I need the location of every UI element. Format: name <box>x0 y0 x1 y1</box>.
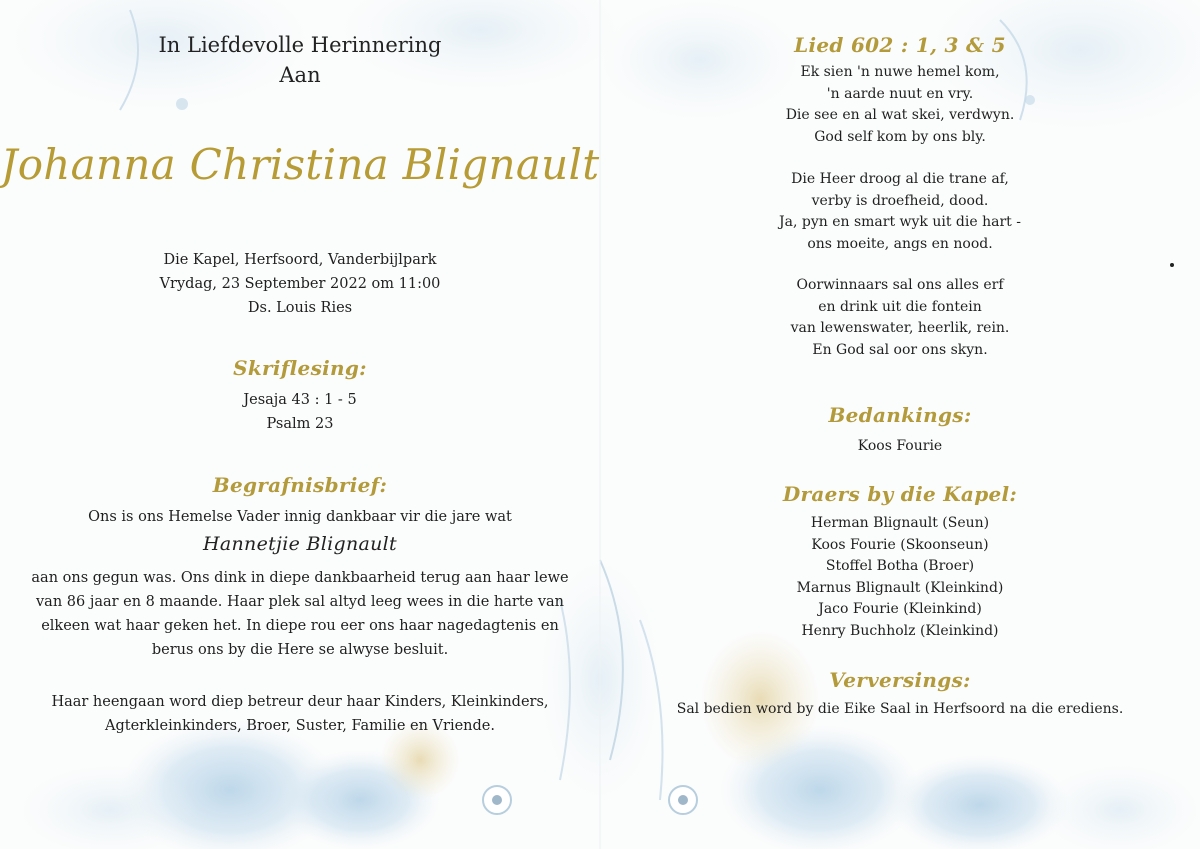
bedankings-heading: Bedankings: <box>828 403 972 427</box>
intro-line-1: In Liefdevolle Herinnering <box>158 33 442 57</box>
service-venue: Die Kapel, Herfsoord, Vanderbijlpark <box>163 252 437 268</box>
draer-item: Koos Fourie (Skoonseun) <box>811 536 989 553</box>
skriflesing-line: Psalm 23 <box>266 416 334 432</box>
verse-line: en drink uit die fontein <box>818 298 982 315</box>
paragraph-line: berus ons by die Here se alwyse besluit. <box>151 642 449 658</box>
paragraph-line: aan ons gegun was. Ons dink in diepe dankbaarheid terug aan haar lewe <box>31 570 569 586</box>
service-minister: Ds. Louis Ries <box>247 300 353 316</box>
verse-line: En God sal oor ons skyn. <box>812 341 988 358</box>
paragraph-line: van 86 jaar en 8 maande. Haar plek sal altyd leeg wees in die harte van <box>35 594 564 610</box>
draer-item: Marnus Blignault (Kleinkind) <box>796 579 1004 596</box>
draer-item: Herman Blignault (Seun) <box>810 515 990 531</box>
verse-line: Ek sien 'n nuwe hemel kom, <box>800 64 1000 80</box>
verversings-heading: Verversings: <box>829 668 971 692</box>
bedankings-name: Koos Fourie <box>857 438 943 454</box>
begrafnisbrief-paragraph <box>0 566 600 662</box>
lied-verse-2 <box>600 169 1200 255</box>
skriflesing-line: Jesaja 43 : 1 - 5 <box>243 392 357 408</box>
verse-line: 'n aarde nuut en vry. <box>826 85 974 102</box>
draers-list <box>600 513 1200 642</box>
lied-verse-1 <box>600 62 1200 148</box>
draer-item: Henry Buchholz (Kleinkind) <box>801 622 999 639</box>
intro-line-2: Aan <box>279 63 321 87</box>
verse-line: Oorwinnaars sal ons alles erf <box>796 277 1004 293</box>
verse-line: verby is droefheid, dood. <box>811 192 989 209</box>
draers-heading: Draers by die Kapel: <box>782 482 1018 506</box>
verse-line: God self kom by ons bly. <box>814 128 986 145</box>
intro-heading <box>0 30 600 90</box>
closing-line: Haar heengaan word diep betreur deur haar Kinders, Kleinkinders, <box>51 694 549 710</box>
nickname: Hannetjie Blignault <box>203 533 397 555</box>
begrafnisbrief-heading: Begrafnisbrief: <box>212 473 388 497</box>
begrafnisbrief-intro: Ons is ons Hemelse Vader innig dankbaar vir die jare wat <box>88 509 512 525</box>
print-speck <box>1170 263 1174 267</box>
draer-item: Stoffel Botha (Broer) <box>825 558 975 574</box>
verversings-text: Sal bedien word by die Eike Saal in Herfsoord na die erediens. <box>676 701 1124 717</box>
verse-line: Die see en al wat skei, verdwyn. <box>785 107 1015 123</box>
lied-heading: Lied 602 : 1, 3 & 5 <box>794 33 1006 57</box>
paragraph-line: elkeen wat haar geken het. In diepe rou eer ons haar nagedagtenis en <box>41 618 559 634</box>
deceased-name: Johanna Christina Blignault <box>0 140 600 189</box>
verse-line: Ja, pyn en smart wyk uit die hart - <box>779 214 1021 230</box>
skriflesing-list <box>0 388 600 436</box>
right-page <box>600 0 1200 849</box>
begrafnisbrief-closing <box>0 690 600 738</box>
verse-line: ons moeite, angs en nood. <box>807 235 993 252</box>
draer-item: Jaco Fourie (Kleinkind) <box>818 601 982 617</box>
lied-verse-3 <box>600 275 1200 361</box>
service-details <box>0 248 600 320</box>
verse-line: Die Heer droog al die trane af, <box>791 171 1009 187</box>
verse-line: van lewenswater, heerlik, rein. <box>790 320 1010 336</box>
service-datetime: Vrydag, 23 September 2022 om 11:00 <box>159 276 441 292</box>
skriflesing-heading: Skriflesing: <box>233 356 367 380</box>
closing-line: Agterkleinkinders, Broer, Suster, Familie en Vriende. <box>105 718 495 734</box>
